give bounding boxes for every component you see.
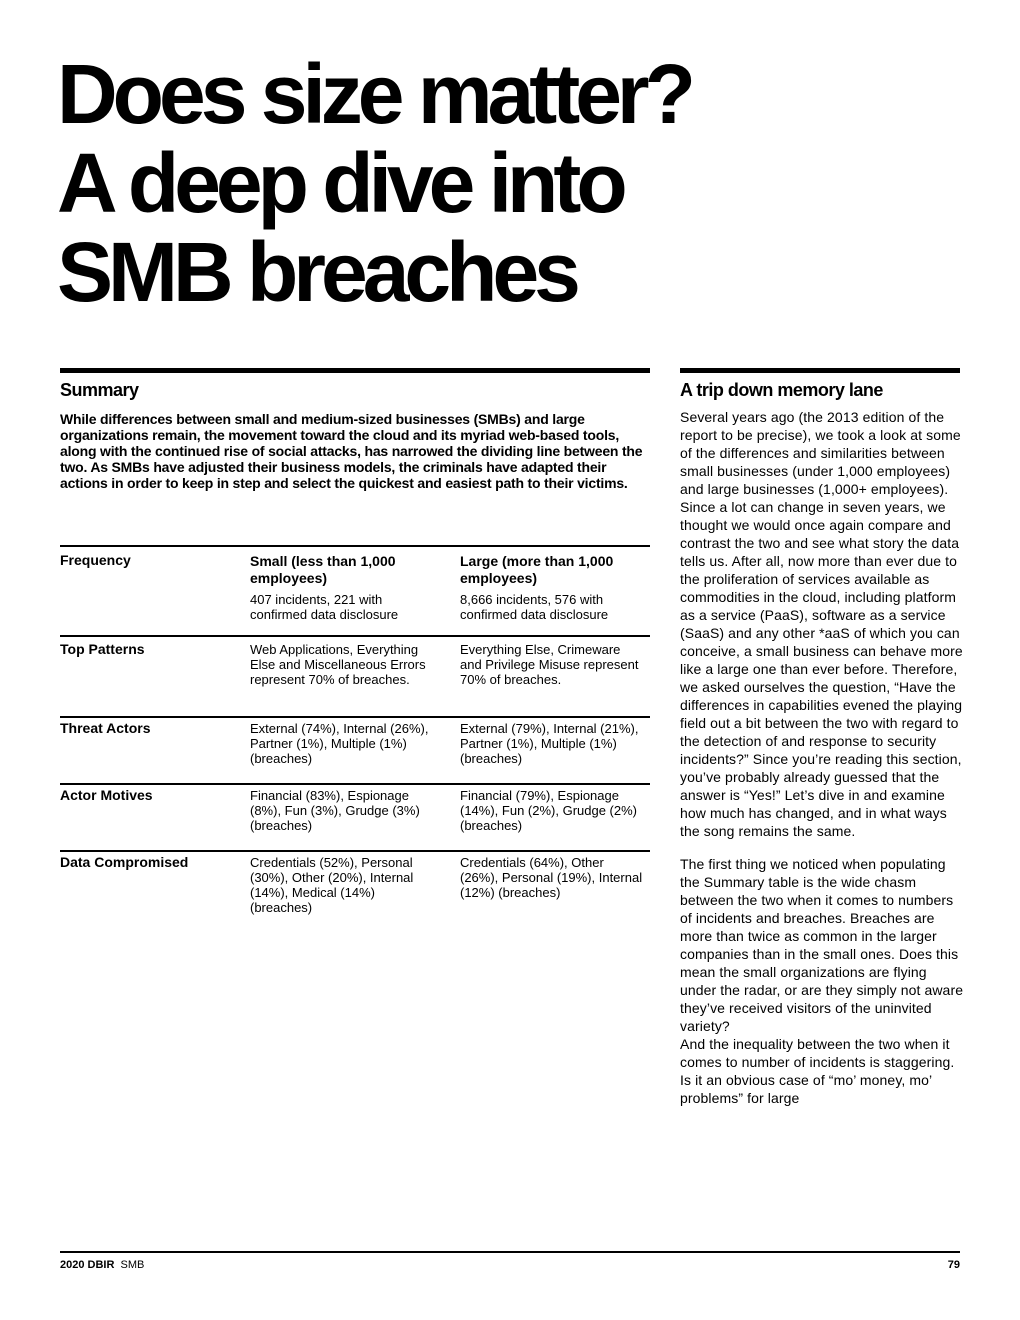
summary-table [60, 545, 650, 922]
memory-lane-top-rule [680, 368, 960, 373]
small-value: Web Applications, Everything Else and Miscellaneous Errors represent 70% of breaches. [250, 642, 426, 687]
table-row-top-patterns [60, 635, 650, 716]
page-number: 79 [947, 1259, 960, 1271]
title-line-3: SMB breaches [57, 225, 576, 319]
row-label: Actor Motives [60, 787, 153, 803]
large-value: External (79%), Internal (21%), Partner (1%), Multiple (1%) (breaches) [460, 721, 639, 766]
summary-top-rule [60, 368, 650, 373]
large-value: 8,666 incidents, 576 with confirmed data disclosure [460, 592, 609, 622]
row-label: Frequency [60, 552, 131, 568]
row-label: Top Patterns [60, 641, 145, 657]
title-line-2: A deep dive into [57, 136, 623, 230]
large-cell [460, 553, 645, 622]
summary-heading: Summary [60, 380, 139, 400]
small-value: 407 incidents, 221 with confirmed data disclosure [250, 592, 399, 622]
summary-lead: While differences between small and medium-sized businesses (SMBs) and large organizations remain, the movement toward the cloud and its myriad web-based tools, along with the continued rise of social attacks, has narrowed the dividing line between the two. As SMBs have adjusted their business models, the criminals have adapted their actions in order to keep in step and select the quickest and easiest path to their victims. [60, 411, 643, 491]
small-cell [250, 553, 435, 622]
table-row-threat-actors [60, 716, 650, 783]
row-label: Threat Actors [60, 720, 151, 736]
page-title [57, 47, 957, 319]
memory-lane-paragraph-1: Several years ago (the 2013 edition of the report to be precise), we took a look at some of the differences and similarities between small businesses (under 1,000 employees) and large businesses (1,000+ employees). Since a lot can change in seven years, we thought we would once again compare and contrast the two and see what story the data tells us. After all, now more than ever due to the proliferation of services available as commodities in the cloud, including platform as a service (PaaS), software as a service (SaaS) and any other *aaS of which you can conceive, a small business can behave more like a large one than ever before. Therefore, we asked ourselves the question, “Have the differences in capabilities evened the playing field out a bit between the two with regard to the detection of and response to security incidents?” Since you’re reading this section, you’ve probably already guessed that the answer is “Yes!” Let’s dive in and examine how much has changed, and in what ways the song remains the same. [680, 409, 963, 839]
memory-lane-paragraph-2: The first thing we noticed when populating the Summary table is the wide chasm between the two when it comes to numbers of incidents and breaches. Breaches are more than twice as common in the larger companies than in the small ones. Does this mean the small organizations are flying under the radar, or are they simply not aware they’ve received visitors of the uninvited variety? And the inequality between the two when it comes to number of incidents is staggering. Is it an obvious case of “mo’ money, mo’ problems” for large [680, 856, 964, 1106]
large-value: Credentials (64%), Other (26%), Personal (19%), Internal (12%) (breaches) [460, 855, 643, 900]
large-column-header: Large (more than 1,000 employees) [460, 553, 614, 586]
table-row-frequency [60, 545, 650, 635]
small-value: External (74%), Internal (26%), Partner (1%), Multiple (1%) (breaches) [250, 721, 429, 766]
footer [60, 1259, 144, 1271]
footer-section: SMB [120, 1259, 145, 1271]
table-row-data-compromised [60, 850, 650, 922]
small-value: Credentials (52%), Personal (30%), Other (20%), Internal (14%), Medical (14%) (breaches) [250, 855, 414, 915]
small-column-header: Small (less than 1,000 employees) [250, 553, 396, 586]
memory-lane-heading: A trip down memory lane [680, 380, 883, 400]
footer-report-name: 2020 DBIR [60, 1259, 115, 1271]
row-label: Data Compromised [60, 854, 189, 870]
table-row-actor-motives [60, 783, 650, 850]
memory-lane-body [680, 408, 965, 1122]
large-value: Financial (79%), Espionage (14%), Fun (2%), Grudge (2%) (breaches) [460, 788, 638, 833]
large-value: Everything Else, Crimeware and Privilege Misuse represent 70% of breaches. [460, 642, 639, 687]
title-line-1: Does size matter? [57, 47, 691, 141]
small-value: Financial (83%), Espionage (8%), Fun (3%), Grudge (3%) (breaches) [250, 788, 420, 833]
footer-rule [60, 1251, 960, 1253]
